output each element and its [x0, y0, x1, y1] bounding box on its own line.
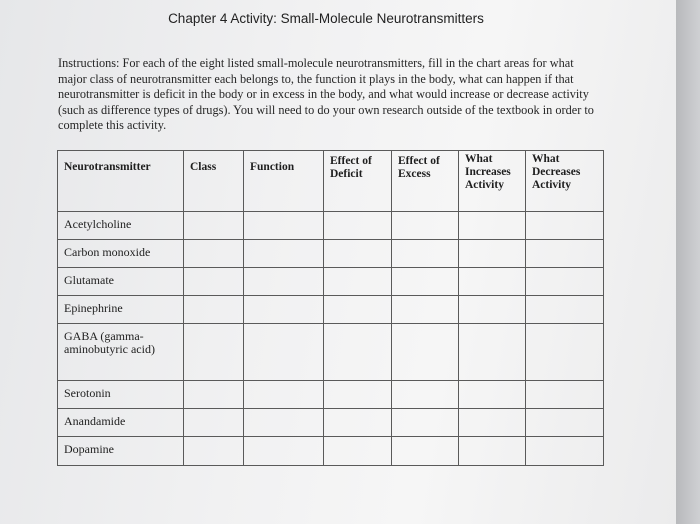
answer-cell[interactable]	[392, 268, 459, 296]
table-row	[58, 324, 604, 381]
answer-cell[interactable]	[324, 324, 392, 381]
answer-cell[interactable]	[324, 296, 392, 324]
answer-cell[interactable]	[184, 437, 244, 466]
answer-cell[interactable]	[459, 381, 526, 409]
answer-cell[interactable]	[459, 296, 526, 324]
answer-cell[interactable]	[526, 409, 604, 437]
answer-cell[interactable]	[244, 212, 324, 240]
answer-cell[interactable]	[184, 381, 244, 409]
table-row	[58, 381, 604, 409]
answer-cell[interactable]	[244, 296, 324, 324]
answer-cell[interactable]	[324, 212, 392, 240]
answer-cell[interactable]	[459, 212, 526, 240]
answer-cell[interactable]	[244, 409, 324, 437]
answer-cell[interactable]	[459, 324, 526, 381]
answer-cell[interactable]	[324, 268, 392, 296]
header-row	[58, 151, 604, 212]
instructions-paragraph: Instructions: For each of the eight listed small-molecule neurotransmitters, fill in the chart areas for what major class of neurotransmitter each belongs to, the function it plays in the body, what can happen if that neurotransmitter is deficit in the body or in excess in the body, and what would increase or decrease activity (such as difference types of drugs). You will need to do your own research outside of the textbook in order to complete this activity.	[58, 56, 594, 133]
answer-cell[interactable]	[526, 240, 604, 268]
answer-cell[interactable]	[324, 240, 392, 268]
answer-cell[interactable]	[392, 212, 459, 240]
answer-cell[interactable]	[459, 409, 526, 437]
table-row	[58, 409, 604, 437]
answer-cell[interactable]	[244, 381, 324, 409]
answer-cell[interactable]	[459, 437, 526, 466]
row-label: Carbon monoxide	[58, 240, 184, 268]
answer-cell[interactable]	[459, 268, 526, 296]
answer-cell[interactable]	[324, 437, 392, 466]
answer-cell[interactable]	[184, 324, 244, 381]
header-effect-of-deficit: Effect of Deficit	[324, 151, 392, 212]
answer-cell[interactable]	[244, 240, 324, 268]
row-label: Serotonin	[58, 381, 184, 409]
table-row	[58, 437, 604, 466]
answer-cell[interactable]	[526, 324, 604, 381]
answer-cell[interactable]	[184, 296, 244, 324]
answer-cell[interactable]	[244, 268, 324, 296]
header-what-decreases-activity: What Decreases Activity	[526, 151, 604, 212]
answer-cell[interactable]	[526, 212, 604, 240]
answer-cell[interactable]	[324, 381, 392, 409]
header-effect-of-excess: Effect of Excess	[392, 151, 459, 212]
table-row	[58, 296, 604, 324]
row-label: Anandamide	[58, 409, 184, 437]
page-edge-shadow	[676, 0, 700, 524]
answer-cell[interactable]	[459, 240, 526, 268]
answer-cell[interactable]	[392, 381, 459, 409]
header-class: Class	[184, 151, 244, 212]
answer-cell[interactable]	[184, 212, 244, 240]
answer-cell[interactable]	[392, 324, 459, 381]
answer-cell[interactable]	[244, 437, 324, 466]
header-neurotransmitter: Neurotransmitter	[58, 151, 184, 212]
answer-cell[interactable]	[526, 437, 604, 466]
answer-cell[interactable]	[244, 324, 324, 381]
row-label: Glutamate	[58, 268, 184, 296]
answer-cell[interactable]	[324, 409, 392, 437]
answer-cell[interactable]	[184, 240, 244, 268]
answer-cell[interactable]	[526, 296, 604, 324]
answer-cell[interactable]	[392, 240, 459, 268]
answer-cell[interactable]	[526, 381, 604, 409]
answer-cell[interactable]	[526, 268, 604, 296]
answer-cell[interactable]	[184, 409, 244, 437]
header-what-increases-activity: What Increases Activity	[459, 151, 526, 212]
row-label: GABA (gamma-aminobutyric acid)	[58, 324, 184, 381]
row-label: Acetylcholine	[58, 212, 184, 240]
row-label: Epinephrine	[58, 296, 184, 324]
answer-cell[interactable]	[184, 268, 244, 296]
table-row	[58, 212, 604, 240]
header-function: Function	[244, 151, 324, 212]
answer-cell[interactable]	[392, 296, 459, 324]
table-row	[58, 268, 604, 296]
row-label: Dopamine	[58, 437, 184, 466]
answer-cell[interactable]	[392, 409, 459, 437]
page-title: Chapter 4 Activity: Small-Molecule Neurotransmitters	[168, 11, 484, 26]
neurotransmitter-chart	[57, 150, 604, 466]
table-row	[58, 240, 604, 268]
answer-cell[interactable]	[392, 437, 459, 466]
